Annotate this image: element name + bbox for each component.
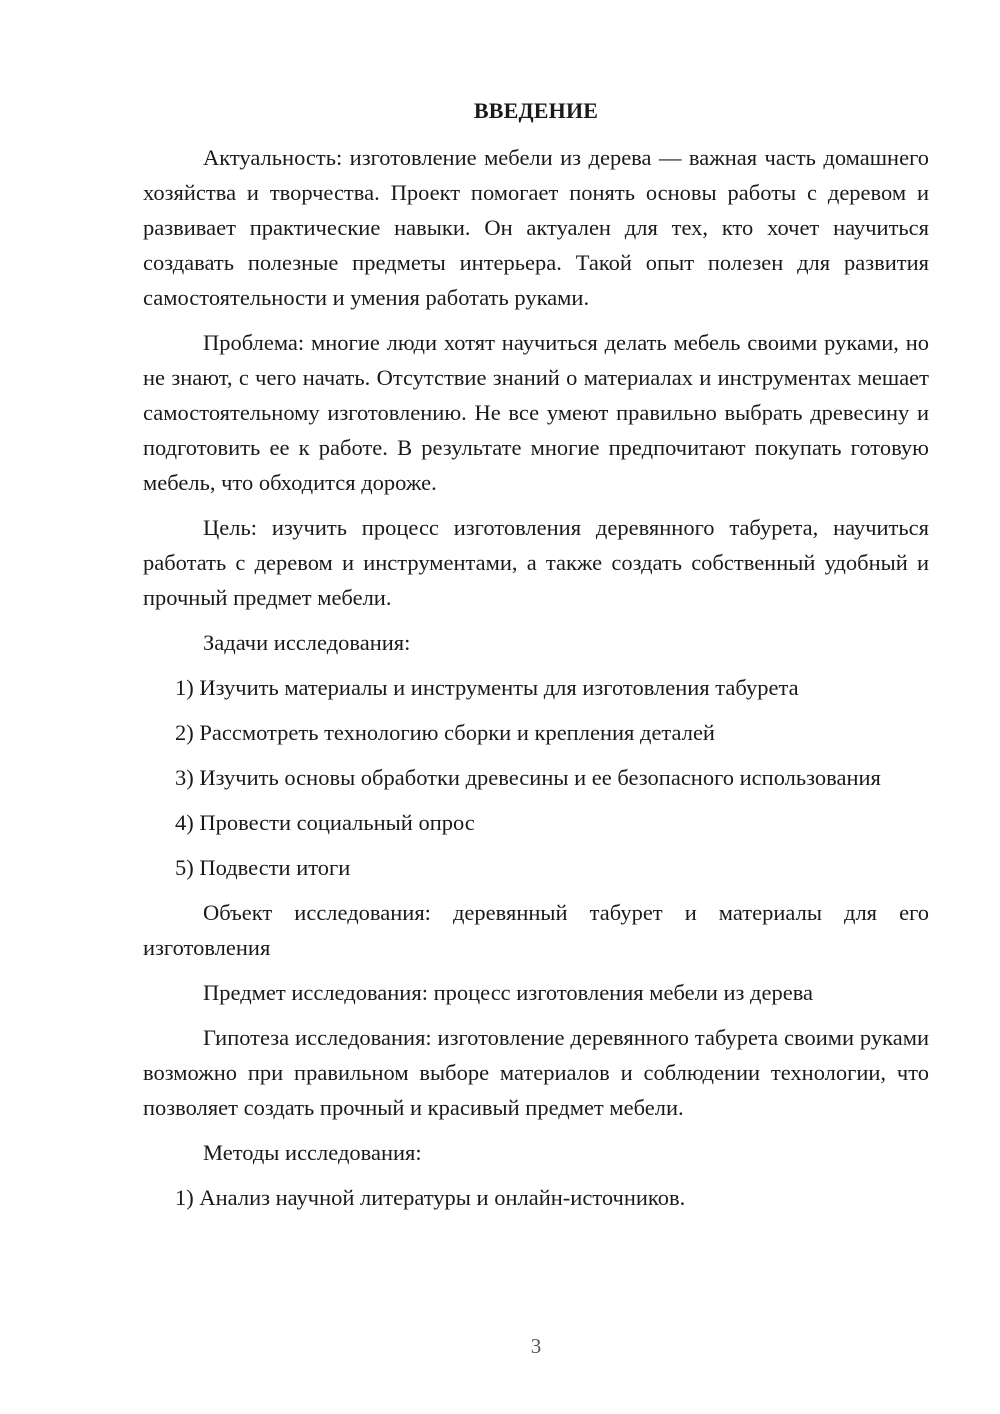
problem-paragraph: Проблема: многие люди хотят научиться делать мебель своими руками, но не знают, с чего начать. Отсутствие знаний о материалах и инструментах мешает самостоятельному изготовлению. Не все умеют правильно выбрать древесину и подготовить ее к работе. В результате многие предпочитают покупать готовую мебель, что обходится дороже.	[143, 330, 929, 495]
document-page	[143, 93, 929, 1225]
subject-paragraph: Предмет исследования: процесс изготовления мебели из дерева	[203, 980, 814, 1005]
goal-paragraph: Цель: изучить процесс изготовления деревянного табурета, научиться работать с деревом и инструментами, а также создать собственный удобный и прочный предмет мебели.	[143, 515, 929, 610]
method-item: 1) Анализ научной литературы и онлайн-источников.	[175, 1185, 686, 1210]
task-item: 5) Подвести итоги	[175, 855, 351, 880]
page-number: 3	[530, 1334, 542, 1358]
methods-heading: Методы исследования:	[203, 1140, 422, 1165]
section-title: ВВЕДЕНИЕ	[473, 98, 599, 123]
object-paragraph: Объект исследования: деревянный табурет и материалы для его изготовления	[143, 900, 929, 960]
hypothesis-paragraph: Гипотеза исследования: изготовление деревянного табурета своими руками возможно при правильном выборе материалов и соблюдении технологии, что позволяет создать прочный и красивый предмет мебели.	[143, 1025, 929, 1120]
task-item: 2) Рассмотреть технологию сборки и крепления деталей	[175, 720, 715, 745]
relevance-paragraph: Актуальность: изготовление мебели из дерева — важная часть домашнего хозяйства и творчества. Проект помогает понять основы работы с деревом и развивает практические навыки. Он актуален для тех, кто хочет научиться создавать полезные предметы интерьера. Такой опыт полезен для развития самостоятельности и умения работать руками.	[143, 145, 929, 310]
task-item: 3) Изучить основы обработки древесины и ее безопасного использования	[175, 765, 881, 790]
task-item: 1) Изучить материалы и инструменты для изготовления табурета	[175, 675, 799, 700]
task-item: 4) Провести социальный опрос	[175, 810, 475, 835]
tasks-heading: Задачи исследования:	[203, 630, 411, 655]
